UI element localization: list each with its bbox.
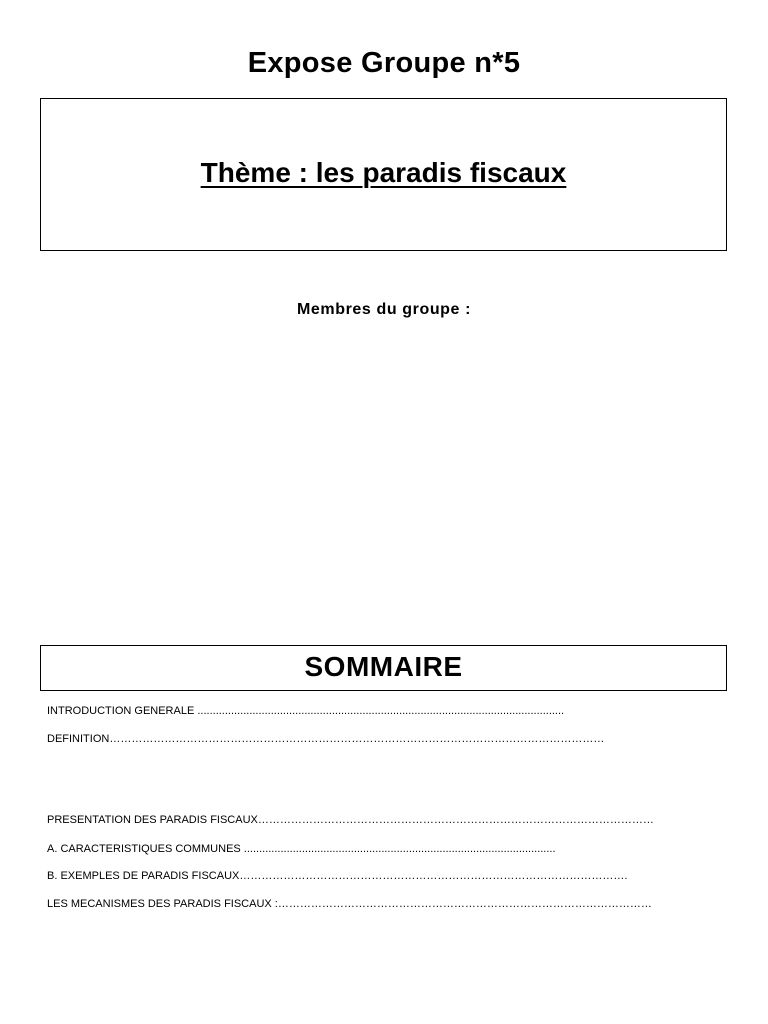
- toc-item-leader: ......................................................................................................: [243, 843, 556, 855]
- toc-item-presentation: [47, 812, 654, 828]
- toc-item-label: PRESENTATION DES PARADIS FISCAUX: [47, 814, 258, 826]
- page-title: Expose Groupe n*5: [247, 47, 521, 79]
- toc-item-introduction: [47, 703, 564, 719]
- summary-title: SOMMAIRE: [304, 651, 463, 682]
- summary-box: [40, 645, 727, 691]
- toc-item-leader: …………………………………………………………………………………………….: [239, 870, 628, 882]
- toc-item-label: LES MECANISMES DES PARADIS FISCAUX :: [47, 898, 278, 910]
- theme-box: [40, 98, 727, 251]
- toc-item-caracteristiques: [47, 841, 556, 857]
- toc-item-label: A. CARACTERISTIQUES COMMUNES: [47, 843, 244, 855]
- toc-item-definition: [47, 731, 604, 747]
- toc-item-leader: ………………………………………………………………………………………………………………………: [109, 733, 605, 745]
- toc-item-label: INTRODUCTION GENERALE: [47, 705, 198, 717]
- toc-item-mecanismes: [47, 896, 652, 912]
- theme-title: Thème : les paradis fiscaux: [200, 157, 567, 188]
- toc-item-label: B. EXEMPLES DE PARADIS FISCAUX: [47, 870, 240, 882]
- toc-item-exemples: [47, 868, 627, 884]
- toc-item-label: DEFINITION: [47, 733, 110, 745]
- members-label: Membres du groupe :: [296, 301, 472, 318]
- toc-item-leader: ........................................................................................................................: [197, 705, 565, 717]
- toc-item-leader: ………………………………………………………………………………………………: [257, 814, 654, 826]
- toc-item-leader: …………………………………………………………………………………………: [277, 898, 652, 910]
